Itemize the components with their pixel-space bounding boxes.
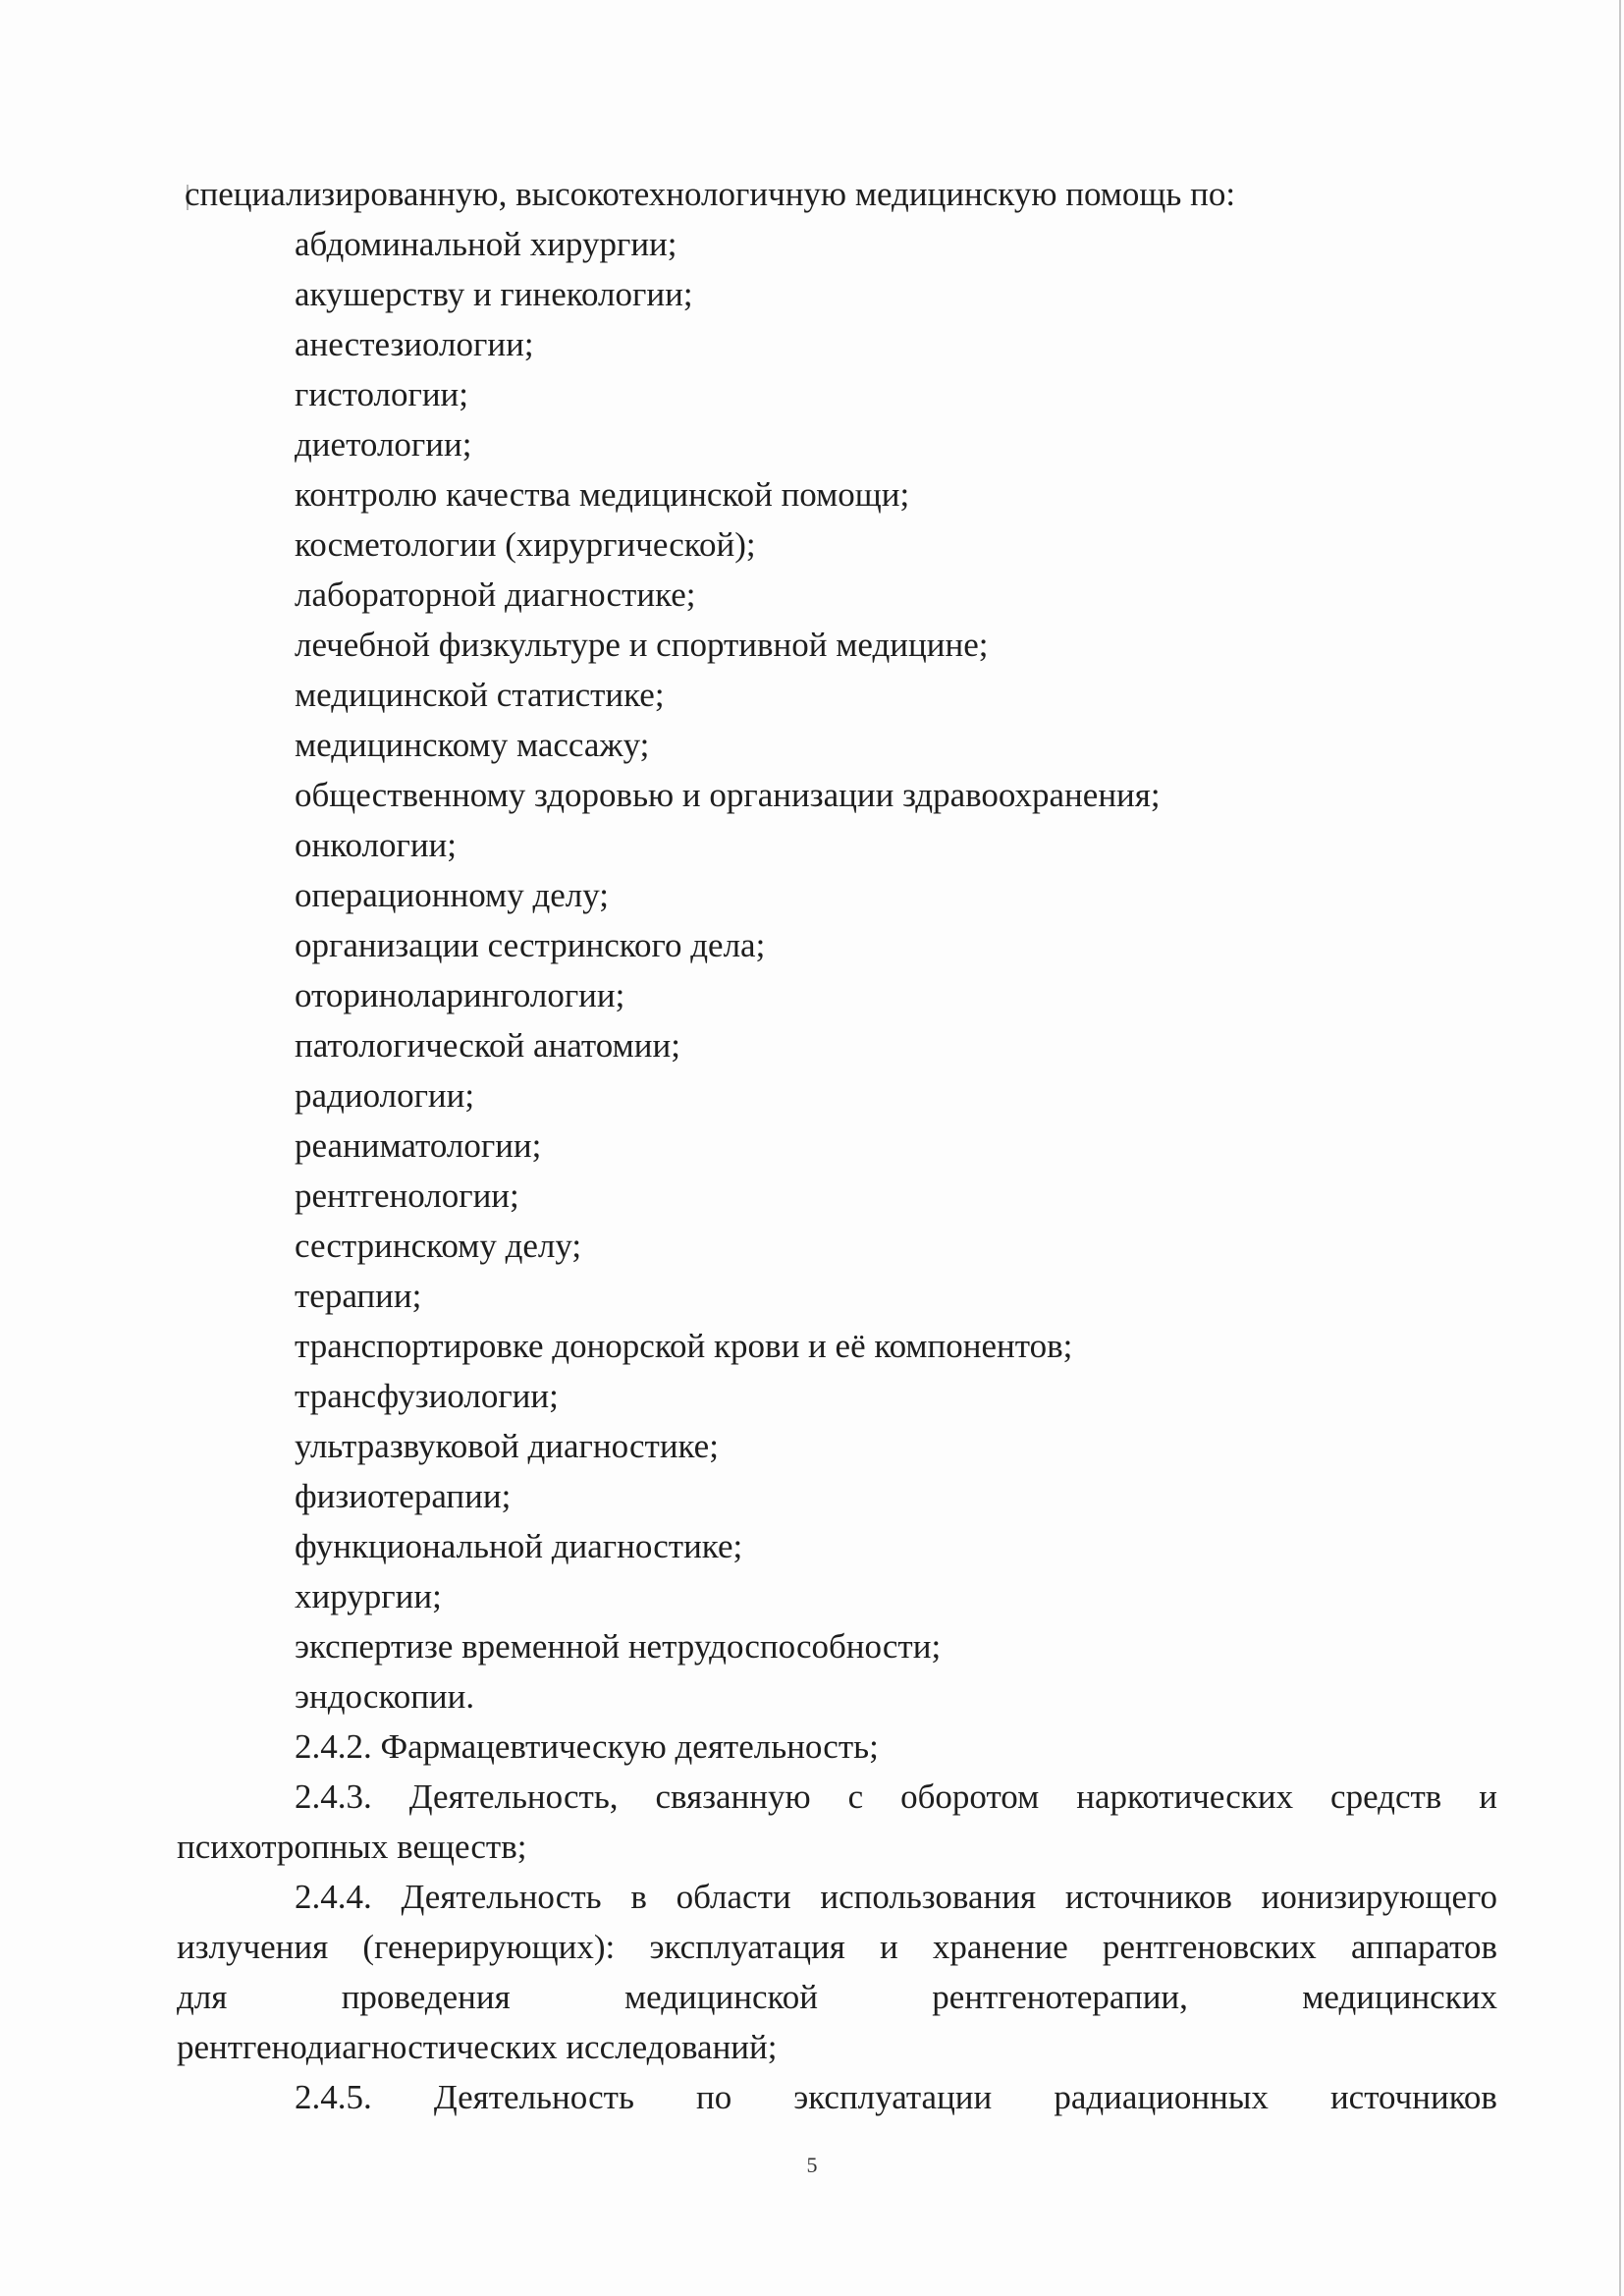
list-item: функциональной диагностике; — [295, 1527, 743, 1565]
word: медицинской — [624, 1978, 818, 2016]
paragraph-2-4-4-line-2: излучения (генерирующих): эксплуатация и хранение рентгеновских аппаратов — [177, 1928, 1497, 1966]
list-item: рентгенологии; — [295, 1176, 519, 1215]
list-item: медицинскому массажу; — [295, 726, 650, 764]
list-item: абдоминальной хирургии; — [295, 225, 677, 263]
list-item: реаниматологии; — [295, 1126, 542, 1165]
intro-line: специализированную, высокотехнологичную медицинскую помощь по: — [185, 175, 1236, 213]
paragraph-2-4-4-line-1: 2.4.4. Деятельность в области использования источников ионизирующего — [295, 1878, 1497, 1916]
list-item: диетологии; — [295, 425, 472, 464]
list-item: терапии; — [295, 1277, 422, 1315]
word: Деятельность — [433, 2078, 634, 2116]
list-item: косметологии (хирургической); — [295, 525, 756, 564]
word: рентгенотерапии, — [932, 1978, 1188, 2016]
word: радиационных — [1054, 2078, 1269, 2116]
list-item: лечебной физкультуре и спортивной медицине; — [295, 626, 989, 664]
paragraph-2-4-4-line-3 — [177, 1972, 1497, 2022]
paragraph-2-4-5-line-1 — [177, 2072, 1497, 2122]
list-item: медицинской статистике; — [295, 676, 665, 714]
word: 2.4.5. — [295, 2078, 372, 2116]
word: проведения — [341, 1978, 511, 2016]
scan-edge-line — [1619, 0, 1621, 2296]
paragraph-2-4-2: 2.4.2. Фармацевтическую деятельность; — [295, 1727, 879, 1766]
paragraph-2-4-3 — [177, 1772, 1497, 1872]
list-item: ультразвуковой диагностике; — [295, 1427, 719, 1465]
word: источников — [1329, 2078, 1497, 2116]
list-item: физиотерапии; — [295, 1477, 512, 1515]
list-item: хирургии; — [295, 1577, 442, 1615]
page-number: 5 — [806, 2153, 818, 2177]
list-item: радиологии; — [295, 1076, 475, 1115]
list-item: транспортировке донорской крови и её компонентов; — [295, 1327, 1073, 1365]
paragraph-2-4-5 — [177, 2072, 1497, 2122]
list-item: организации сестринского дела; — [295, 926, 766, 964]
list-item: онкологии; — [295, 826, 458, 864]
list-item: операционному делу; — [295, 876, 610, 914]
word: по — [695, 2078, 732, 2116]
list-item: лабораторной диагностике; — [295, 575, 696, 614]
list-item: оториноларингологии; — [295, 976, 625, 1014]
list-item: гистологии; — [295, 375, 468, 413]
document-body — [177, 169, 1497, 2122]
list-item: акушерству и гинекологии; — [295, 275, 693, 313]
paragraph-2-4-4 — [177, 1872, 1497, 2072]
specialty-list — [177, 219, 1497, 1722]
list-item: контролю качества медицинской помощи; — [295, 475, 910, 514]
list-item: общественному здоровью и организации здравоохранения; — [295, 776, 1161, 814]
word: медицинских — [1302, 1978, 1497, 2016]
word: для — [177, 1978, 228, 2016]
paragraph-2-4-4-line-4: рентгенодиагностических исследований; — [177, 2028, 778, 2066]
list-item: анестезиологии; — [295, 325, 534, 363]
list-item: эндоскопии. — [295, 1677, 475, 1716]
word: эксплуатации — [793, 2078, 993, 2116]
list-item: патологической анатомии; — [295, 1026, 680, 1065]
paragraph-2-4-3-line-1: 2.4.3. Деятельность, связанную с оборотом наркотических средств и — [295, 1777, 1497, 1816]
list-item: экспертизе временной нетрудоспособности; — [295, 1627, 942, 1666]
list-item: сестринскому делу; — [295, 1227, 582, 1265]
list-item: трансфузиологии; — [295, 1377, 559, 1415]
paragraph-2-4-3-line-2: психотропных веществ; — [177, 1828, 527, 1866]
